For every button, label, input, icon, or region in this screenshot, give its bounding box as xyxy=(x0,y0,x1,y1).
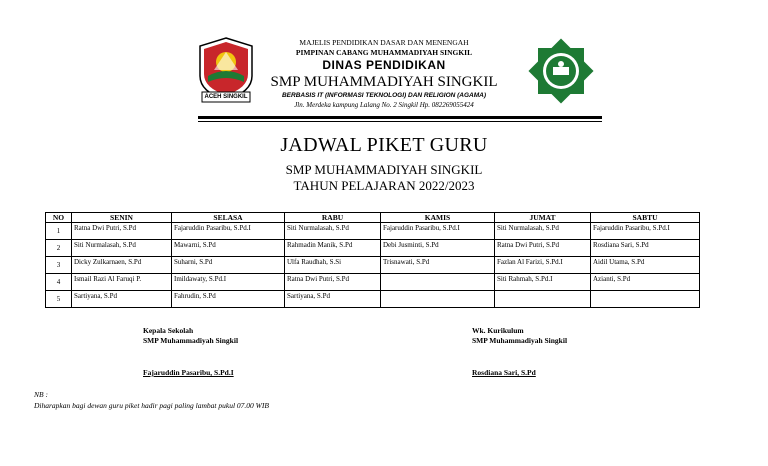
aceh-singkil-logo-caption: ACEH SINGKIL xyxy=(204,94,248,100)
page-title: JADWAL PIKET GURU xyxy=(280,134,488,156)
note-text: Diharapkan bagi dewan guru piket hadir pagi paling lambat pukul 07.00 WIB xyxy=(34,401,269,410)
table-cell: Rosdiana Sari, S.Pd xyxy=(591,240,700,257)
table-cell: Fajaruddin Pasaribu, S.Pd.I xyxy=(381,223,495,240)
letterhead-address: Jln. Merdeka kampung Lalang No. 2 Singkil Hp. 082269055424 xyxy=(294,101,474,109)
table-cell: Fajaruddin Pasaribu, S.Pd.I xyxy=(591,223,700,240)
table-cell: Aidil Utama, S.Pd xyxy=(591,257,700,274)
table-row xyxy=(46,291,700,308)
table-cell: Sartiyana, S.Pd xyxy=(285,291,381,308)
table-cell: Debi Jusminti, S.Pd xyxy=(381,240,495,257)
column-header-kamis: KAMIS xyxy=(381,213,495,223)
table-cell xyxy=(495,291,591,308)
signature-left-role: Kepala Sekolah xyxy=(143,326,194,335)
table-cell: Rahmadin Manik, S.Pd xyxy=(285,240,381,257)
row-number: 4 xyxy=(46,274,72,291)
signature-right-role: Wk. Kurikulum xyxy=(472,326,524,335)
table-cell: Ulfa Raudhah, S.Si xyxy=(285,257,381,274)
page-subtitle-school: SMP MUHAMMADIYAH SINGKIL xyxy=(285,162,483,177)
schedule-table xyxy=(45,212,700,308)
table-cell: Mawarni, S.Pd xyxy=(172,240,285,257)
letterhead-rule-thick xyxy=(198,116,602,119)
table-cell: Fazlan Al Farizi, S.Pd.I xyxy=(495,257,591,274)
table-row xyxy=(46,223,700,240)
column-header-no: NO xyxy=(46,213,72,223)
table-cell: Trisnawati, S.Pd xyxy=(381,257,495,274)
table-row xyxy=(46,240,700,257)
table-cell: Sartiyana, S.Pd xyxy=(72,291,172,308)
table-cell: Suharni, S.Pd xyxy=(172,257,285,274)
column-header-senin: SENIN xyxy=(72,213,172,223)
table-cell: Siti Nurmalasah, S.Pd xyxy=(495,223,591,240)
letterhead-line-2: PIMPINAN CABANG MUHAMMADIYAH SINGKIL xyxy=(295,48,473,57)
row-number: 1 xyxy=(46,223,72,240)
column-header-jumat: JUMAT xyxy=(495,213,591,223)
table-cell xyxy=(381,274,495,291)
table-cell xyxy=(591,291,700,308)
table-cell: Ratna Dwi Putri, S.Pd xyxy=(285,274,381,291)
letterhead-school-name: SMP MUHAMMADIYAH SINGKIL xyxy=(270,74,498,90)
letterhead-dinas: DINAS PENDIDIKAN xyxy=(322,58,446,72)
row-number: 5 xyxy=(46,291,72,308)
column-header-rabu: RABU xyxy=(285,213,381,223)
signature-left-org: SMP Muhammadiyah Singkil xyxy=(143,336,239,345)
table-cell: Ismail Razi Al Faruqi P. xyxy=(72,274,172,291)
table-cell: Imildawaty, S.Pd.I xyxy=(172,274,285,291)
letterhead-line-1: MAJELIS PENDIDIKAN DASAR DAN MENENGAH xyxy=(299,38,469,47)
note-label: NB : xyxy=(34,390,48,399)
table-row xyxy=(46,257,700,274)
table-cell: Siti Nurmalasah, S.Pd xyxy=(285,223,381,240)
row-number: 2 xyxy=(46,240,72,257)
column-header-sabtu: SABTU xyxy=(591,213,700,223)
table-cell xyxy=(381,291,495,308)
table-row xyxy=(46,274,700,291)
row-number: 3 xyxy=(46,257,72,274)
column-header-selasa: SELASA xyxy=(172,213,285,223)
signature-right-org: SMP Muhammadiyah Singkil xyxy=(472,336,568,345)
table-cell: Siti Nurmalasah, S.Pd xyxy=(72,240,172,257)
table-header-row xyxy=(46,213,700,223)
table-cell: Ratna Dwi Putri, S.Pd xyxy=(495,240,591,257)
table-cell: Fahrudin, S.Pd xyxy=(172,291,285,308)
page-subtitle-year: TAHUN PELAJARAN 2022/2023 xyxy=(293,178,475,193)
letterhead-tagline: BERBASIS IT (INFORMASI TEKNOLOGI) DAN RELIGION (AGAMA) xyxy=(281,92,487,99)
table-cell: Siti Rahmah, S.Pd.I xyxy=(495,274,591,291)
letterhead-rule-thin xyxy=(198,121,602,122)
table-cell: Dicky Zulkarnaen, S.Pd xyxy=(72,257,172,274)
signature-left-name: Fajaruddin Pasaribu, S.Pd.I xyxy=(143,368,234,377)
table-cell: Azianti, S.Pd xyxy=(591,274,700,291)
table-cell: Ratna Dwi Putri, S.Pd xyxy=(72,223,172,240)
signature-right-name: Rosdiana Sari, S.Pd xyxy=(472,368,536,377)
table-cell: Fajaruddin Pasaribu, S.Pd.I xyxy=(172,223,285,240)
